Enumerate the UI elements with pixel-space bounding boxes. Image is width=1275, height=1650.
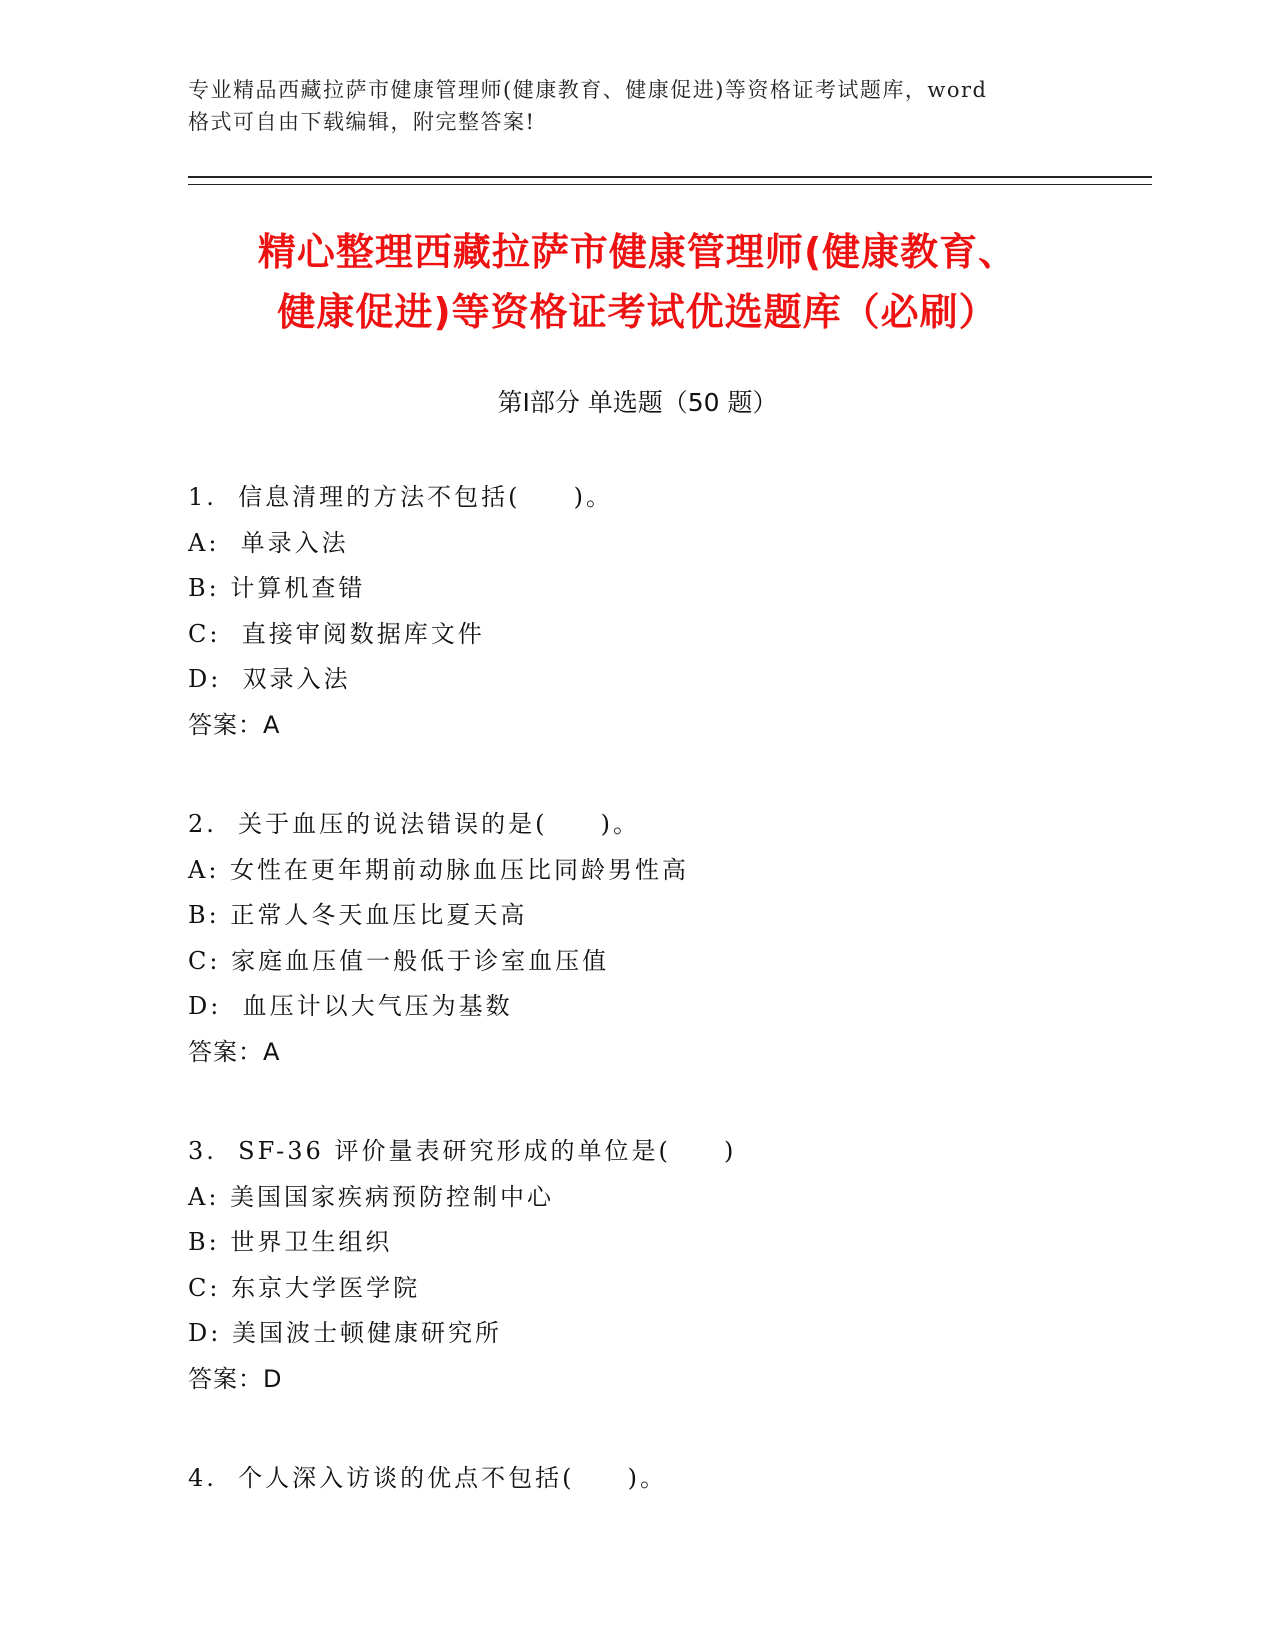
question-3 [188,1129,1138,1402]
question-list [188,475,1138,1556]
option-a: A: 女性在更年期前动脉血压比同龄男性高 [188,855,690,884]
option-b: B: 世界卫生组织 [188,1228,393,1256]
header-note-line-1: 专业精品西藏拉萨市健康管理师(健康教育、健康促进)等资格证考试题库，word [188,78,988,102]
question-stem: 3. SF-36 评价量表研究形成的单位是( ) [188,1137,737,1165]
header-divider-thin [188,184,1152,185]
document-title-line-1: 精心整理西藏拉萨市健康管理师(健康教育、 [257,230,1018,274]
question-stem: 4. 个人深入访谈的优点不包括( )。 [188,1464,668,1492]
option-c: C: 家庭血压值一般低于诊室血压值 [188,946,610,975]
option-d: D: 血压计以大气压为基数 [188,992,513,1020]
document-title [150,222,1125,342]
option-c: C: 东京大学医学院 [188,1273,421,1302]
option-a: A: 单录入法 [188,528,349,557]
answer: 答案：A [188,710,281,739]
option-b: B: 计算机查错 [188,574,366,602]
document-title-line-2: 健康促进)等资格证考试优选题库（必刷） [277,290,998,334]
question-stem: 2. 关于血压的说法错误的是( )。 [188,810,641,838]
header-note-line-2: 格式可自由下载编辑，附完整答案! [188,110,536,134]
option-a: A: 美国国家疾病预防控制中心 [188,1182,555,1211]
question-1 [188,475,1138,748]
option-d: D: 美国波士顿健康研究所 [188,1319,502,1347]
option-d: D: 双录入法 [188,665,351,693]
option-c: C: 直接审阅数据库文件 [188,619,485,648]
header-note [188,74,1068,138]
question-stem: 1. 信息清理的方法不包括( )。 [188,483,614,511]
section-heading: 第Ⅰ部分 单选题（50 题） [497,388,778,417]
question-2 [188,802,1138,1075]
question-4 [188,1456,1138,1502]
option-b: B: 正常人冬天血压比夏天高 [188,901,528,929]
header-divider-thick [188,176,1152,178]
answer: 答案：D [188,1364,283,1393]
answer: 答案：A [188,1037,281,1066]
